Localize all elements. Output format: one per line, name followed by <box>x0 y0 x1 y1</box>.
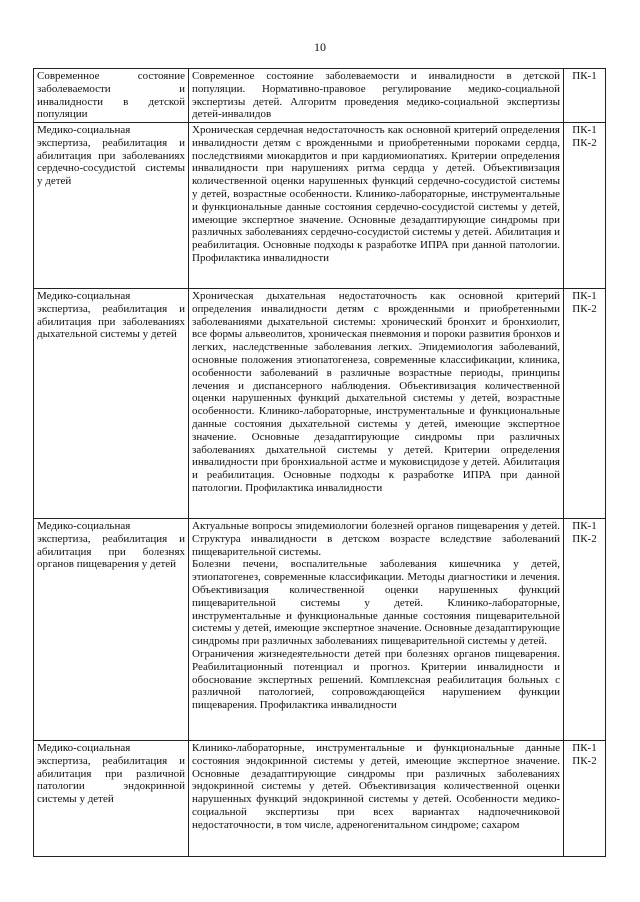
competency-cell <box>564 123 606 289</box>
curriculum-table <box>33 68 606 857</box>
competency-code: ПК-2 <box>572 136 597 149</box>
competency-code: ПК-2 <box>572 754 597 767</box>
content-cell <box>189 741 564 857</box>
table-row <box>34 519 606 741</box>
content-cell <box>189 519 564 741</box>
content-paragraph: Хроническая дыхательная недостаточность как основной критерий определения инвалидности детям с врожденными и приобретенными заболеваниями дыхательной системы: хронический бронхит и бронхиолит, все формы альвеолитов, хроническая пневмония и пороки развития бронхов и легких, наследственные заболевания легких. Эпидемиология заболеваний, основные положения этиопатогенеза, современные классификации, клиника, особенности заболеваний в различные возрастные периоды, принципы лечения и диспансерного наблюдения. Объективизация количественной оценки нарушенных функций дыхательной системы у детей, возрастные особенности. Клинико-лабораторные, инструментальные и функциональные данные состояния дыхательной системы у детей, имеющие экспертное значение. Основные дезадаптирующие синдромы при различных заболеваниях дыхательной системы у детей. Критерии определения инвалидности при бронхиальной астме и муковисцидозе у детей. Абилитация и реабилитация. Основные подходы к разработке ИПРА при данной патологии. Профилактика инвалидности <box>192 290 560 494</box>
content-cell <box>189 69 564 123</box>
table-row <box>34 123 606 289</box>
competency-code: ПК-1 <box>572 290 597 302</box>
topic-cell: Медико-социальная экспертиза, реабилитация и абилитация при различной патологии эндокринной системы у детей <box>34 741 189 857</box>
table-row <box>34 289 606 519</box>
competency-code: ПК-1 <box>572 124 597 136</box>
content-cell <box>189 123 564 289</box>
topic-cell: Современное состояние заболеваемости и инвалидности в детской популяции <box>34 69 189 123</box>
page-number: 10 <box>314 40 326 54</box>
topic-cell: Медико-социальная экспертиза, реабилитация и абилитация при болезнях органов пищеварения у детей <box>34 519 189 741</box>
competency-code: ПК-1 <box>572 520 597 532</box>
content-paragraph: Болезни печени, воспалительные заболевания кишечника у детей, этиопатогенез, современные классификации. Методы диагностики и лечения. Объективизация количественной оценки нарушенных функций пищеварительной системы у детей. Клинико-лабораторные, инструментальные и функциональные данные состояния пищеварительной системы у детей, имеющие экспертное значение. Основные дезадаптирующие синдромы при различных заболеваниях пищеварительной системы у детей. <box>192 558 560 648</box>
table-row <box>34 69 606 123</box>
topic-cell: Медико-социальная экспертиза, реабилитация и абилитация при заболеваниях дыхательной системы у детей <box>34 289 189 519</box>
competency-cell <box>564 741 606 857</box>
competency-cell <box>564 69 606 123</box>
content-paragraph: Хроническая сердечная недостаточность как основной критерий определения инвалидности детям с врожденными и приобретенными пороками сердца, последствиями миокардитов и при кардиомиопатиях. Критерии определения инвалидности при нарушениях ритма сердца у детей. Объективизация количественной оценки нарушенных функций сердечно-сосудистой системы у детей, возрастные особенности. Клинико-лабораторные, инструментальные и функциональные данные состояния сердечно-сосудистой системы у детей, имеющие экспертное значение. Основные дезадаптирующие синдромы при различных заболеваниях сердечно-сосудистой системы у детей. Абилитация и реабилитация. Основные подходы к разработке ИПРА при данной патологии. Профилактика инвалидности <box>192 124 560 264</box>
competency-cell <box>564 289 606 519</box>
competency-code: ПК-2 <box>572 532 597 545</box>
content-paragraph: Клинико-лабораторные, инструментальные и функциональные данные состояния эндокринной системы у детей, имеющие экспертное значение. Основные дезадаптирующие синдромы при различных заболеваниях эндокринной системы у детей. Объективизация количественной оценки нарушенных функций эндокринной системы у детей. Особенности медико-социальной экспертизы при всех вариантах надпочечниковой недостаточности, в том числе, адреногенитальном синдроме; сахаром <box>192 742 560 831</box>
competency-code: ПК-1 <box>572 70 597 82</box>
topic-cell: Медико-социальная экспертиза, реабилитация и абилитация при заболеваниях сердечно-сосудистой системы у детей <box>34 123 189 289</box>
content-paragraph: Ограничения жизнедеятельности детей при болезнях органов пищеварения. Реабилитационный потенциал и прогноз. Критерии инвалидности и обоснование экспертных решений. Комплексная реабилитация больных с различной патологией, сопровождающейся нарушением функции пищеварения. Профилактика инвалидности <box>192 647 560 712</box>
competency-code: ПК-2 <box>572 302 597 315</box>
table-row <box>34 741 606 857</box>
content-paragraph: Актуальные вопросы эпидемиологии болезней органов пищеварения у детей. Структура инвалидности в детском возрасте вследствие заболеваний пищеварительной системы. <box>192 520 560 558</box>
content-cell <box>189 289 564 519</box>
competency-code: ПК-1 <box>572 742 597 754</box>
content-paragraph: Современное состояние заболеваемости и инвалидности в детской популяции. Нормативно-правовое регулирование медико-социальной экспертизы детей. Алгоритм проведения медико-социальной экспертизы детей-инвалидов <box>192 70 560 121</box>
competency-cell <box>564 519 606 741</box>
